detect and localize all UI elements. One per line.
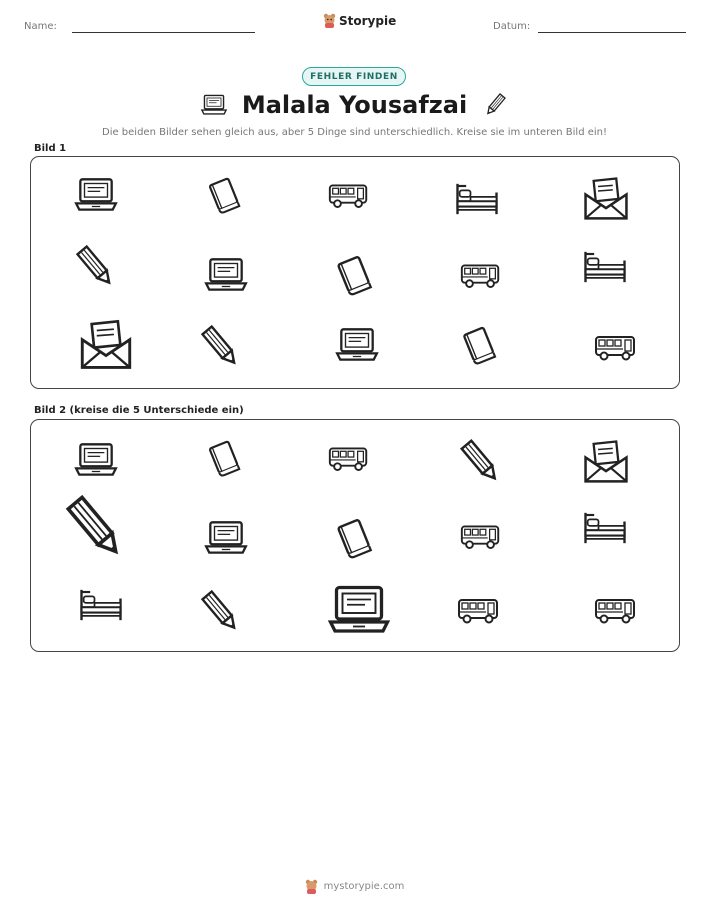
laptop-icon[interactable] xyxy=(326,577,392,643)
envelope-icon[interactable] xyxy=(77,316,135,374)
envelope-icon[interactable] xyxy=(581,174,631,224)
bed-icon[interactable] xyxy=(579,241,631,293)
pencil-icon[interactable] xyxy=(72,243,120,291)
laptop-icon[interactable] xyxy=(334,322,380,368)
name-line[interactable] xyxy=(72,32,255,33)
brand-name: Storypie xyxy=(339,13,397,28)
picture1-panel xyxy=(30,156,680,389)
envelope-icon[interactable] xyxy=(581,437,631,487)
bus-icon[interactable] xyxy=(592,586,640,634)
bed-icon[interactable] xyxy=(451,173,503,225)
date-line[interactable] xyxy=(538,32,686,33)
bus-icon[interactable] xyxy=(458,252,504,298)
bus-icon[interactable] xyxy=(455,586,503,634)
book-icon[interactable] xyxy=(332,516,376,560)
instructions-text: Die beiden Bilder sehen gleich aus, aber 5 Dinge sind unterschiedlich. Kreise sie im unteren Bild ein! xyxy=(102,127,607,138)
bear-icon xyxy=(323,13,336,28)
bed-icon[interactable] xyxy=(579,502,631,554)
bed-icon[interactable] xyxy=(75,579,127,631)
book-icon[interactable] xyxy=(204,175,244,215)
book-icon[interactable] xyxy=(332,253,376,297)
page-title: Malala Yousafzai xyxy=(241,91,468,119)
picture2-label: Bild 2 (kreise die 5 Unterschiede ein) xyxy=(34,405,244,416)
date-label: Datum: xyxy=(493,21,531,32)
pencil-icon[interactable] xyxy=(197,323,245,371)
laptop-icon[interactable] xyxy=(73,437,119,483)
picture2-panel xyxy=(30,419,680,652)
bear-icon xyxy=(305,879,318,894)
laptop-icon[interactable] xyxy=(203,252,249,298)
pencil-icon[interactable] xyxy=(456,437,506,487)
worksheet-type-badge: FEHLER FINDEN xyxy=(302,67,406,86)
bus-icon[interactable] xyxy=(592,323,640,371)
brand-logo xyxy=(323,13,396,28)
bus-icon[interactable] xyxy=(458,513,504,559)
bus-icon[interactable] xyxy=(326,435,372,481)
pencil-icon xyxy=(481,92,509,118)
name-label: Name: xyxy=(24,21,57,32)
footer xyxy=(0,879,709,894)
picture1-label: Bild 1 xyxy=(34,143,67,154)
laptop-icon[interactable] xyxy=(203,515,249,561)
title-row xyxy=(0,91,709,119)
footer-site: mystorypie.com xyxy=(323,881,405,892)
pencil-icon[interactable] xyxy=(197,588,245,636)
book-icon[interactable] xyxy=(204,438,244,478)
pencil-icon[interactable] xyxy=(60,492,132,564)
laptop-icon[interactable] xyxy=(73,172,119,218)
book-icon[interactable] xyxy=(458,324,500,366)
laptop-icon xyxy=(200,92,228,118)
bus-icon[interactable] xyxy=(326,172,372,218)
